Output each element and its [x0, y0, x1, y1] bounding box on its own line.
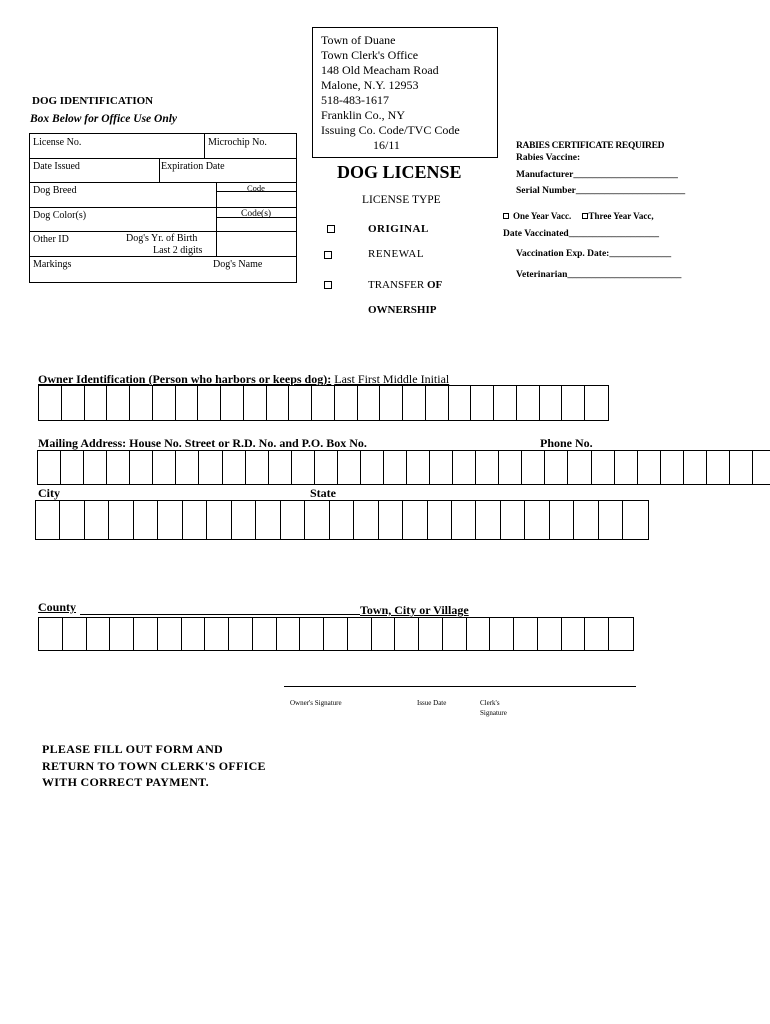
issue-date-label: Issue Date — [417, 699, 447, 707]
address-line: Franklin Co., NY — [321, 108, 405, 122]
character-box[interactable] — [87, 618, 111, 650]
address-line: Town Clerk's Office — [321, 48, 419, 62]
city-state-boxes[interactable] — [35, 500, 649, 540]
character-box[interactable] — [324, 618, 348, 650]
character-box[interactable] — [335, 386, 358, 420]
character-box[interactable] — [453, 451, 476, 484]
character-box[interactable] — [403, 386, 426, 420]
character-box[interactable] — [244, 386, 267, 420]
character-box[interactable] — [153, 451, 176, 484]
character-box[interactable] — [615, 451, 638, 484]
character-box[interactable] — [638, 451, 661, 484]
mailing-address-label: Mailing Address: House No. Street or R.D. No. and P.O. Box No. — [38, 436, 367, 450]
dogs-name-label: Dog's Name — [213, 259, 263, 270]
character-box[interactable] — [256, 501, 280, 539]
character-box[interactable] — [312, 386, 335, 420]
issuing-code: 16/11 — [373, 138, 400, 152]
character-box[interactable] — [380, 386, 403, 420]
character-box[interactable] — [585, 618, 609, 650]
instruction-line: RETURN TO TOWN CLERK'S OFFICE — [42, 758, 266, 773]
character-box[interactable] — [550, 501, 574, 539]
character-box[interactable] — [538, 618, 562, 650]
owner-signature-label: Owner's Signature — [290, 699, 342, 707]
character-box[interactable] — [305, 501, 329, 539]
character-box[interactable] — [269, 451, 292, 484]
character-box[interactable] — [289, 386, 312, 420]
character-box[interactable] — [61, 451, 84, 484]
character-box[interactable] — [585, 386, 608, 420]
character-box[interactable] — [562, 618, 586, 650]
ownership-label: OWNERSHIP — [368, 304, 437, 316]
character-box[interactable] — [267, 386, 290, 420]
other-id-label: Other ID — [33, 234, 69, 245]
character-box[interactable] — [568, 451, 591, 484]
character-box[interactable] — [428, 501, 452, 539]
original-label: ORIGINAL — [368, 223, 429, 235]
character-box[interactable] — [246, 451, 269, 484]
character-box[interactable] — [490, 618, 514, 650]
birth-year-label: Dog's Yr. of Birth — [126, 233, 198, 244]
character-box[interactable] — [292, 451, 315, 484]
original-checkbox[interactable] — [327, 225, 335, 233]
character-box[interactable] — [39, 386, 62, 420]
character-box[interactable] — [39, 618, 63, 650]
character-box[interactable] — [176, 451, 199, 484]
manufacturer-field[interactable]: Manufacturer______________________ — [516, 170, 678, 180]
character-box[interactable] — [110, 618, 134, 650]
county-label: County — [38, 600, 77, 614]
mailing-address-boxes[interactable] — [37, 450, 770, 485]
color-codes-label: Code(s) — [241, 209, 272, 219]
dog-license-title: DOG LICENSE — [337, 162, 462, 182]
vaccination-exp-field[interactable]: Vaccination Exp. Date:_____________ — [516, 249, 672, 259]
address-line: Malone, N.Y. 12953 — [321, 78, 419, 92]
veterinarian-field[interactable]: Veterinarian________________________ — [516, 270, 682, 280]
character-box[interactable] — [499, 451, 522, 484]
instruction-line: WITH CORRECT PAYMENT. — [42, 775, 209, 789]
character-box[interactable] — [467, 618, 491, 650]
character-box[interactable] — [182, 618, 206, 650]
character-box[interactable] — [494, 386, 517, 420]
character-box[interactable] — [592, 451, 615, 484]
character-box[interactable] — [379, 501, 403, 539]
character-box[interactable] — [130, 386, 153, 420]
character-box[interactable] — [426, 386, 449, 420]
signature-line[interactable] — [284, 686, 636, 687]
character-box[interactable] — [107, 386, 130, 420]
character-box[interactable] — [330, 501, 354, 539]
license-type-label: LICENSE TYPE — [362, 194, 441, 206]
breed-code-label: Code — [247, 183, 265, 193]
character-box[interactable] — [183, 501, 207, 539]
character-box[interactable] — [63, 618, 87, 650]
rabies-vaccine-label: Rabies Vaccine: — [516, 153, 581, 163]
character-box[interactable] — [514, 618, 538, 650]
town-city-village-label: Town, City or Village — [360, 603, 469, 617]
character-box[interactable] — [338, 451, 361, 484]
character-box[interactable] — [517, 386, 540, 420]
character-box[interactable] — [85, 386, 108, 420]
character-box[interactable] — [229, 618, 253, 650]
character-box[interactable] — [471, 386, 494, 420]
owner-name-boxes[interactable] — [38, 385, 609, 421]
character-box[interactable] — [223, 451, 246, 484]
date-vaccinated-field[interactable]: Date Vaccinated___________________ — [503, 229, 659, 239]
character-box[interactable] — [476, 501, 500, 539]
character-box[interactable] — [300, 618, 324, 650]
character-box[interactable] — [395, 618, 419, 650]
character-box[interactable] — [384, 451, 407, 484]
character-box[interactable] — [753, 451, 770, 484]
character-box[interactable] — [60, 501, 84, 539]
dog-identification-title: DOG IDENTIFICATION — [32, 95, 154, 107]
character-box[interactable] — [348, 618, 372, 650]
character-box[interactable] — [358, 386, 381, 420]
owner-name-parts: Last First Middle Initial — [334, 372, 450, 386]
character-box[interactable] — [354, 501, 378, 539]
character-box[interactable] — [130, 451, 153, 484]
transfer-label: TRANSFER — [368, 279, 425, 291]
character-box[interactable] — [198, 386, 221, 420]
character-box[interactable] — [372, 618, 396, 650]
character-box[interactable] — [574, 501, 598, 539]
character-box[interactable] — [176, 386, 199, 420]
character-box[interactable] — [443, 618, 467, 650]
character-box[interactable] — [430, 451, 453, 484]
character-box[interactable] — [38, 451, 61, 484]
serial-number-field[interactable]: Serial Number_______________________ — [516, 186, 686, 196]
one-year-checkbox[interactable] — [503, 213, 509, 219]
address-line: Issuing Co. Code/TVC Code — [321, 123, 460, 137]
vaccine-duration-row — [503, 211, 654, 221]
return-instructions — [42, 741, 266, 791]
expiration-date-label: Expiration Date — [161, 161, 225, 172]
character-box[interactable] — [281, 501, 305, 539]
markings-label: Markings — [33, 259, 72, 270]
renewal-checkbox[interactable] — [324, 251, 332, 259]
last-two-digits-label: Last 2 digits — [153, 245, 203, 256]
dog-breed-label: Dog Breed — [33, 185, 77, 196]
address-line: 518-483-1617 — [321, 93, 389, 107]
character-box[interactable] — [476, 451, 499, 484]
address-line: 148 Old Meacham Road — [321, 63, 439, 77]
character-box[interactable] — [707, 451, 730, 484]
microchip-no-label: Microchip No. — [208, 137, 267, 148]
three-year-checkbox[interactable] — [582, 213, 588, 219]
clerk-label: Clerk's — [480, 699, 500, 707]
character-box[interactable] — [232, 501, 256, 539]
character-box[interactable] — [545, 451, 568, 484]
office-use-table — [29, 133, 297, 283]
character-box[interactable] — [84, 451, 107, 484]
character-box[interactable] — [134, 501, 158, 539]
character-box[interactable] — [522, 451, 545, 484]
character-box[interactable] — [449, 386, 472, 420]
character-box[interactable] — [107, 451, 130, 484]
character-box[interactable] — [661, 451, 684, 484]
character-box[interactable] — [158, 501, 182, 539]
character-box[interactable] — [540, 386, 563, 420]
office-use-subtitle: Box Below for Office Use Only — [30, 113, 178, 125]
character-box[interactable] — [403, 501, 427, 539]
character-box[interactable] — [205, 618, 229, 650]
transfer-checkbox[interactable] — [324, 281, 332, 289]
character-box[interactable] — [623, 501, 647, 539]
phone-no-label: Phone No. — [540, 436, 593, 450]
character-box[interactable] — [562, 386, 585, 420]
character-box[interactable] — [599, 501, 623, 539]
character-box[interactable] — [315, 451, 338, 484]
license-no-label: License No. — [33, 137, 82, 148]
city-label: City — [38, 486, 60, 500]
state-label: State — [310, 486, 336, 500]
character-box[interactable] — [36, 501, 60, 539]
owner-id-heading: Owner Identification (Person who harbors or keeps dog): — [38, 372, 332, 386]
instruction-line: PLEASE FILL OUT FORM AND — [42, 742, 224, 756]
character-box[interactable] — [158, 618, 182, 650]
county-town-boxes[interactable] — [38, 617, 634, 651]
character-box[interactable] — [684, 451, 707, 484]
character-box[interactable] — [109, 501, 133, 539]
character-box[interactable] — [85, 501, 109, 539]
character-box[interactable] — [134, 618, 158, 650]
renewal-label: RENEWAL — [368, 248, 425, 260]
three-year-label: Three Year Vacc, — [588, 211, 654, 221]
rabies-certificate-title: RABIES CERTIFICATE REQUIRED — [516, 141, 665, 151]
one-year-label: One Year Vacc. — [513, 211, 572, 221]
character-box[interactable] — [419, 618, 443, 650]
character-box[interactable] — [221, 386, 244, 420]
character-box[interactable] — [525, 501, 549, 539]
character-box[interactable] — [452, 501, 476, 539]
clerk-signature-label: Signature — [480, 709, 507, 717]
character-box[interactable] — [730, 451, 753, 484]
character-box[interactable] — [407, 451, 430, 484]
character-box[interactable] — [207, 501, 231, 539]
character-box[interactable] — [153, 386, 176, 420]
date-issued-label: Date Issued — [33, 161, 80, 172]
character-box[interactable] — [501, 501, 525, 539]
character-box[interactable] — [199, 451, 222, 484]
character-box[interactable] — [62, 386, 85, 420]
address-line: Town of Duane — [321, 33, 396, 47]
character-box[interactable] — [361, 451, 384, 484]
character-box[interactable] — [253, 618, 277, 650]
transfer-label-row — [368, 279, 442, 291]
character-box[interactable] — [277, 618, 301, 650]
of-label: OF — [427, 279, 443, 291]
clerk-address-box — [312, 27, 498, 158]
dog-colors-label: Dog Color(s) — [33, 210, 87, 221]
character-box[interactable] — [609, 618, 633, 650]
